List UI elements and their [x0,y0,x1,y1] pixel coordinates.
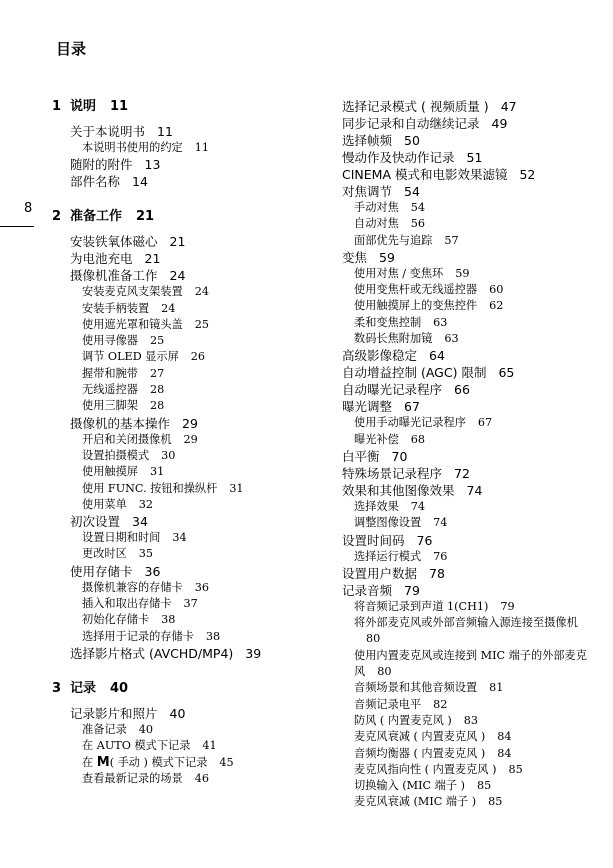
toc-page-number: 62 [489,299,504,313]
toc-page-number: 29 [182,415,198,431]
toc-subsection-title: 使用三脚架 [82,399,138,413]
toc-page-number: 85 [488,795,503,809]
toc-page-number: 21 [136,209,155,225]
toc-section-entry[interactable] [342,364,592,381]
toc-subsection-entry[interactable] [342,415,592,431]
toc-subsection-title: 将外部麦克风或外部音频输入源连接至摄像机 [354,616,578,630]
toc-subsection-entry[interactable] [342,713,592,729]
toc-subsection-entry[interactable] [342,266,592,282]
toc-subsection-title: 初始化存储卡 [82,613,150,627]
toc-subsection-title: 麦克风衰减 (MIC 端子 ) [354,795,477,809]
toc-section-title: 选择帧频 [342,133,393,148]
toc-page-number: 36 [194,580,209,594]
page-number-rule [0,226,34,227]
toc-page-number: 76 [416,532,433,548]
toc-page-number: 37 [183,597,198,611]
toc-chapter-heading[interactable] [52,208,314,225]
toc-page-number: 76 [433,549,448,563]
toc-page-number: 31 [229,481,244,495]
toc-section-entry[interactable] [342,465,592,482]
toc-page-number: 54 [410,201,426,214]
toc-subsection-title: 使用内置麦克风或连接到 MIC 端子的外部麦克风 [354,648,587,679]
toc-chapter-title: 记录 [70,680,97,696]
toc-subsection-entry[interactable] [70,497,314,513]
toc-subsection-title: 使用遮光罩和镜头盖 [82,317,183,331]
toc-page-number: 26 [190,350,206,364]
toc-page-number: 54 [404,184,420,199]
toc-section-entry[interactable] [342,132,592,149]
toc-subsection-title: 调节 OLED 显示屏 [82,350,179,364]
toc-page-number: 79 [500,599,515,613]
toc-section-title: 关于本说明书 [70,124,146,139]
toc-page-number: 13 [144,157,161,173]
toc-page-number: 81 [489,681,504,695]
toc-page-number: 39 [245,645,262,661]
toc-subsection-entry[interactable] [70,755,314,771]
toc-chapter-title: 准备工作 [70,209,123,225]
toc-section-entry[interactable] [70,705,314,722]
toc-subsection-title: 使用手动曝光记录程序 [354,416,466,430]
toc-subsection-entry[interactable] [342,298,592,314]
toc-subsection-title: 握带和腕带 [82,366,138,380]
toc-subsection-title: 无线遥控器 [82,383,138,397]
toc-page-number: 28 [149,383,165,397]
toc-subsection-title: 摄像机兼容的存储卡 [82,580,183,594]
toc-section-title: 特殊场景记录程序 [342,465,443,481]
toc-subsection-entry[interactable] [342,680,592,696]
manual-mode-icon: M [96,754,110,770]
toc-page-number: 59 [379,249,395,265]
toc-section-title: 自动曝光记录程序 [342,382,443,398]
toc-page-number: 41 [202,739,217,753]
toc-subsection-entry[interactable] [70,301,314,317]
toc-section-title: 慢动作及快动作记录 [342,150,455,165]
toc-subsection-title: 面部优先与追踪 [354,233,433,247]
toc-subsection-entry[interactable] [70,333,314,349]
toc-subsection-title: 防风 ( 内置麦克风 ) [354,713,452,727]
toc-section-entry[interactable] [342,532,592,549]
toc-section-entry[interactable] [342,565,592,582]
toc-subsection-title: 更改时区 [82,547,127,561]
toc-page-number: 65 [498,365,515,381]
toc-subsection-entry[interactable] [70,546,314,562]
toc-section-entry[interactable] [70,645,314,662]
toc-chapter-sections [52,123,314,190]
toc-subsection-title: 音频记录电平 [354,697,422,711]
toc-page-number: 47 [500,99,517,114]
toc-section-title: 高级影像稳定 [342,348,418,364]
toc-section-title: 安装铁氧体磁心 [70,234,158,250]
toc-page-number: 46 [194,771,209,785]
toc-section-entry[interactable] [70,156,314,173]
toc-chapter-heading[interactable] [52,98,314,115]
toc-chapter-number: 3 [52,680,62,696]
toc-subsection-entry[interactable] [70,432,314,448]
toc-section-title: 同步记录和自动继续记录 [342,116,480,131]
toc-subsection-title: 准备记录 [82,722,127,736]
toc-subsection-entry[interactable] [342,499,592,515]
toc-page-number: 57 [444,233,459,247]
toc-page-number: 11 [157,124,173,139]
toc-page-number: 56 [410,217,426,231]
toc-page-number: 66 [454,382,470,398]
toc-subsection-title: 开启和关闭摄像机 [82,432,172,446]
toc-subsection-title: 安装手柄装置 [82,301,150,315]
toc-subsection-entry[interactable] [70,366,314,382]
toc-subsection-entry[interactable] [70,738,314,754]
toc-subsection-title: 选择运行模式 [354,549,422,563]
toc-subsection-entry[interactable] [342,648,592,681]
page-title: 目录 [56,40,87,58]
toc-subsection-title: 使用对焦 / 变焦环 [354,266,444,280]
toc-page-number: 64 [429,348,445,364]
toc-page-number: 82 [433,697,448,711]
toc-subsection-title: 音频场景和其他音频设置 [354,681,478,695]
toc-subsection-title: 麦克风指向性 ( 内置麦克风 ) [354,762,497,776]
toc-section-title: 设置用户数据 [342,565,418,581]
toc-page-number: 84 [497,730,512,744]
toc-page-number: 59 [455,266,470,280]
toc-section-title: 效果和其他图像效果 [342,482,455,498]
toc-subsection-entry[interactable] [70,629,314,645]
toc-section-title: 白平衡 [342,448,380,464]
toc-subsection-title: 自动对焦 [354,217,399,231]
toc-section-entry[interactable] [70,267,314,284]
toc-page-number: 74 [410,499,426,513]
toc-page-number: 85 [476,779,492,793]
toc-subsection-entry[interactable] [70,596,314,612]
toc-page-number: 31 [149,465,165,479]
toc-subsection-title: 使用寻像器 [82,334,138,348]
toc-page-number: 49 [491,116,508,131]
toc-subsection-entry[interactable] [70,382,314,398]
toc-page-number: 38 [205,629,221,643]
toc-section-title: 设置时间码 [342,532,405,548]
toc-page-number: 36 [144,563,161,579]
toc-subsection-entry[interactable] [70,612,314,628]
toc-page-number: 40 [110,680,129,696]
toc-page-number: 52 [519,167,536,182]
toc-subsection-title: 柔和变焦控制 [354,315,422,329]
toc-page-number: 11 [110,99,129,114]
toc-subsection-entry[interactable] [342,549,592,565]
toc-subsection-entry[interactable] [342,315,592,331]
toc-subsection-entry[interactable] [342,746,592,762]
toc-subsection-title: 设置日期和时间 [82,531,161,545]
toc-page-number: 32 [138,497,154,511]
toc-section-entry[interactable] [70,173,314,190]
toc-subsection-entry[interactable] [342,794,592,810]
toc-subsection-prefix: 在 [82,755,97,769]
toc-subsection-entry[interactable] [342,762,592,778]
toc-section-title: 记录音频 [342,582,393,598]
toc-section-entry[interactable] [342,448,592,465]
toc-page-number: 70 [391,448,408,464]
toc-page-number: 67 [477,416,493,430]
toc-subsection-title: 设置拍摄模式 [82,448,150,462]
toc-page-number: 67 [404,399,420,415]
toc-subsection-entry[interactable] [342,615,592,648]
toc-subsection-title: 手动对焦 [354,201,399,214]
toc-subsection-title: 在 AUTO 模式下记录 [82,739,191,753]
toc-page-number: 27 [149,366,165,380]
toc-subsection-title: 切换输入 (MIC 端子 ) [354,779,465,793]
toc-subsection-title: 选择用于记录的存储卡 [82,629,194,643]
toc-subsection-title: 麦克风衰减 ( 内置麦克风 ) [354,730,486,744]
toc-subsection-title: 曝光补偿 [354,432,399,446]
toc-page-number: 83 [463,713,478,727]
toc-subsection-entry[interactable] [70,580,314,596]
toc-subsection-entry[interactable] [70,448,314,464]
toc-section-entry[interactable] [342,582,592,599]
toc-section-entry[interactable] [342,398,592,415]
toc-subsection-title: 使用 FUNC. 按钮和操纵杆 [82,481,218,495]
toc-section-title: CINEMA 模式和电影效果滤镜 [342,167,508,182]
toc-subsection-title: 使用触摸屏 [82,465,138,479]
toc-section-entry[interactable] [342,166,592,183]
toc-subsection-entry[interactable] [70,722,314,738]
toc-section-entry[interactable] [342,347,592,364]
toc-subsection-title: 音频均衡器 ( 内置麦克风 ) [354,746,486,760]
toc-subsection-title: 插入和取出存储卡 [82,597,172,611]
toc-page-number: 34 [132,514,148,530]
toc-section-title: 变焦 [342,249,368,265]
toc-chapter-title: 说明 [70,99,97,114]
toc-chapter-number: 1 [52,99,62,114]
toc-section-title: 为电池充电 [70,251,133,267]
toc-page-number: 50 [404,133,420,148]
toc-subsection-title: ( 手动 ) 模式下记录 [109,755,208,769]
toc-subsection-entry[interactable] [70,530,314,546]
toc-subsection-entry[interactable] [70,317,314,333]
toc-subsection-title: 数码长焦附加镜 [354,332,433,346]
toc-page-number: 24 [169,268,186,284]
toc-page-number: 85 [508,762,523,776]
toc-page-number: 25 [149,334,165,348]
toc-page-number: 24 [161,301,176,315]
toc-section-entry[interactable] [70,233,314,250]
toc-page-number: 68 [410,432,426,446]
toc-subsection-title: 查看最新记录的场景 [82,771,183,785]
toc-section-entry[interactable] [70,250,314,267]
toc-subsection-entry[interactable] [342,331,592,347]
toc-page-number: 78 [429,565,445,581]
toc-subsection-entry[interactable] [342,282,592,298]
toc-subsection-entry[interactable] [70,284,314,300]
toc-page-number: 40 [138,722,154,736]
toc-page-number: 35 [138,547,154,561]
toc-subsection-entry[interactable] [342,233,592,249]
toc-section-title: 曝光调整 [342,399,393,415]
toc-section-title: 选择记录模式 ( 视频质量 ) [342,99,489,114]
toc-subsection-entry[interactable] [70,771,314,787]
toc-subsection-entry[interactable] [70,349,314,365]
toc-page-number: 84 [497,746,512,760]
toc-page-number: 30 [161,448,176,462]
toc-subsection-title: 使用菜单 [82,497,127,511]
toc-chapter-number: 2 [52,209,62,225]
toc-subsection-entry[interactable] [70,464,314,480]
toc-section-title: 部件名称 [70,174,121,190]
toc-page-number: 40 [169,705,186,721]
toc-subsection-title: 将音频记录到声道 1(CH1) [354,599,489,613]
toc-subsection-entry[interactable] [70,140,314,156]
toc-page-number: 63 [433,315,448,329]
toc-left-column [52,98,314,787]
toc-page-number: 38 [161,613,176,627]
toc-page-number: 24 [194,285,209,299]
toc-page-number: 11 [194,141,209,154]
toc-section-entry[interactable] [342,183,592,200]
toc-subsection-entry[interactable] [70,481,314,497]
toc-page-number: 74 [433,516,448,530]
toc-subsection-title: 调整图像设置 [354,516,422,530]
toc-page-number: 14 [132,174,148,190]
toc-page-number: 72 [454,465,470,481]
toc-subsection-entry[interactable] [342,200,592,216]
toc-subsection-entry[interactable] [342,729,592,745]
toc-page-number: 34 [172,531,187,545]
toc-page-number: 21 [169,234,186,250]
toc-page-number: 60 [489,283,504,297]
toc-section-title: 摄像机的基本操作 [70,415,171,431]
toc-page-number: 63 [444,332,459,346]
toc-chapter-heading[interactable] [52,680,314,697]
toc-section-title: 使用存储卡 [70,563,133,579]
page-number: 8 [24,201,33,216]
toc-subsection-entry[interactable] [342,778,592,794]
toc-subsection-title: 本说明书使用的约定 [82,141,183,154]
toc-page-number: 28 [149,399,165,413]
toc-page-number: 74 [466,482,483,498]
toc-section-entry[interactable] [342,149,592,166]
toc-section-entry[interactable] [342,249,592,266]
toc-page-number: 29 [183,432,198,446]
toc-section-title: 摄像机准备工作 [70,268,158,284]
toc-page-number: 45 [219,755,234,769]
toc-section-entry[interactable] [70,415,314,432]
toc-section-title: 初次设置 [70,514,121,530]
toc-subsection-title: 使用变焦杆或无线遥控器 [354,283,478,297]
toc-subsection-title: 安装麦克风支架装置 [82,285,183,299]
toc-page-number: 79 [404,582,420,598]
toc-section-entry[interactable] [70,513,314,530]
toc-subsection-entry[interactable] [342,432,592,448]
toc-section-title: 记录影片和照片 [70,705,158,721]
toc-section-title: 选择影片格式 (AVCHD/MP4) [70,645,234,661]
toc-page-number: 51 [466,150,483,165]
toc-section-entry[interactable] [70,563,314,580]
toc-section-entry[interactable] [342,98,592,115]
toc-section-entry[interactable] [342,381,592,398]
toc-section-title: 自动增益控制 (AGC) 限制 [342,365,487,381]
toc-page-number: 80 [377,665,392,679]
toc-subsection-entry[interactable] [342,697,592,713]
toc-page-number: 80 [366,632,381,646]
toc-subsection-entry[interactable] [342,216,592,232]
toc-section-entry[interactable] [70,123,314,140]
toc-section-title: 随附的附件 [70,157,133,173]
toc-page-number: 25 [194,317,209,331]
toc-chapter-sections [52,233,314,662]
toc-subsection-entry[interactable] [70,398,314,414]
toc-section-title: 对焦调节 [342,184,393,199]
toc-section-entry[interactable] [342,482,592,499]
toc-section-entry[interactable] [342,115,592,132]
toc-right-column [342,98,592,811]
toc-subsection-title: 选择效果 [354,499,399,513]
toc-subsection-entry[interactable] [342,515,592,531]
toc-page-number: 21 [144,251,161,267]
toc-chapter-sections [52,705,314,787]
toc-subsection-entry[interactable] [342,599,592,615]
toc-subsection-title: 使用触摸屏上的变焦控件 [354,299,478,313]
